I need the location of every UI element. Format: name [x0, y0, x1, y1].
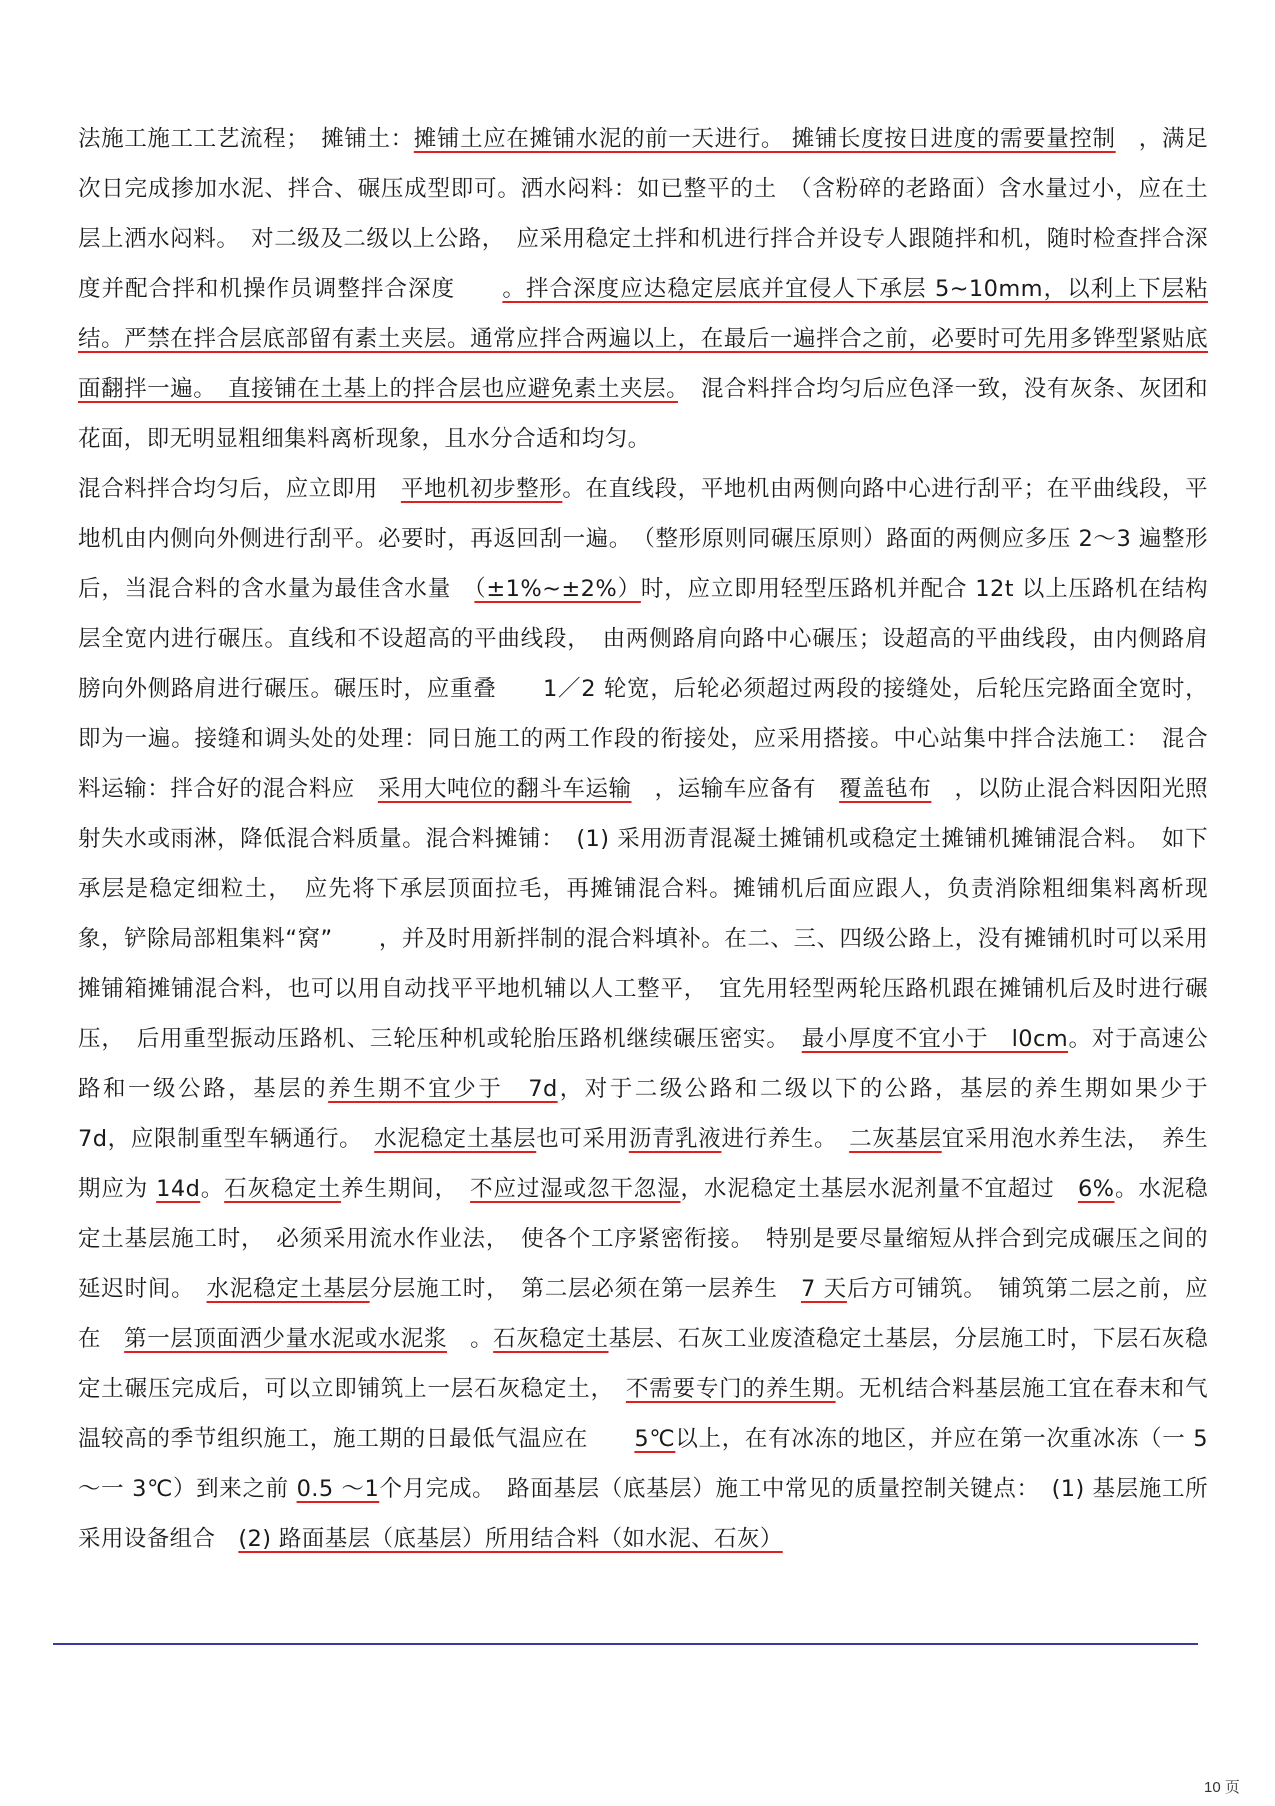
text-run: ，对于二级公路和二级以下的公路，基层的养生期如果少于 7d，应限制重型车辆通行。 — [78, 1076, 1254, 1152]
underlined-text: 水泥稳定土基层 — [374, 1126, 537, 1152]
text-run: 进行养生。 — [721, 1126, 850, 1152]
text-run: 。在直线段，平地机由两侧向路中心进行刮平；在平曲线段，平地机由内侧向外侧进行刮平。必要时，再返回刮一遍。 （整形原则同碾压原则）路面的两侧应多压 2～3 遍整形后，当混合料的含水量为最佳含水量 — [78, 476, 1208, 602]
underlined-text: 采用大吨位的翻斗车运输 — [377, 776, 632, 802]
underlined-text: 不应过湿或忽干忽湿 — [470, 1176, 681, 1202]
underlined-text: 14d — [156, 1176, 201, 1202]
underlined-text: 5℃ — [634, 1426, 676, 1452]
text-run: 混合料拌合均匀后，应立即用 — [78, 476, 401, 502]
text-run: ，满足次日完成掺加水泥、拌合、碾压成型即可。洒水闷料：如已整平的土 （含粉碎的老路面）含水量过小，应在土层上洒水闷料。 对二级及二级以上公路， 应采用稳定土拌和机进行拌合并设专人跟随拌和机，随时检查拌合深度并配合拌和机操作员调整拌合深度 — [78, 126, 1208, 302]
underlined-text: 沥青乳液 — [628, 1126, 722, 1152]
text-run: 个月完成。 路面基层（底基层）施工中常见的质量控制关键点： (1) 基层施工所采用设备组合 — [78, 1476, 1209, 1552]
body-text — [78, 114, 1254, 1564]
underlined-text: 石灰稳定土 — [224, 1176, 342, 1202]
text-run: 法施工施工工艺流程； 摊铺土： — [78, 126, 414, 152]
underlined-text: 。拌合深度应达稳定层底并宜侵人下承层 5~10mm，以利上下层粘结。严禁在拌合层底部留有素土夹层。通常应拌合两遍以上，在最后一遍拌合之前，必要时可先用多铧型紧贴底面翻拌一遍。 直接铺在土基上的拌合层也应避免素土夹层。 — [78, 276, 1208, 402]
text-run: 时，应立即用轻型压路机并配合 12t 以上压路机在结构层全宽内进行碾压。直线和不设超高的平曲线段， 由两侧路肩向路中心碾压；设超高的平曲线段，由内侧路肩膀向外侧路肩进行碾压。碾压时，应重叠 1／2 轮宽，后轮必须超过两段的接缝处，后轮压完路面全宽时，即为一遍。接缝和调头处的处理：同日施工的两工作段的衔接处，应采用搭接。中心站集中拌合法施工： 混合料运输：拌合好的混合料应 — [78, 576, 1208, 802]
footer-rule — [53, 1643, 1198, 1645]
underlined-text: 覆盖毡布 — [839, 776, 932, 802]
text-run: 混合料拌合均匀后应色泽一致，没有灰条、灰团和花面，即无明显粗细集料离析现象，且水分合适和均匀。 — [78, 376, 1208, 452]
text-run: 宜采用泡水养生法， 养生期应为 — [78, 1126, 1209, 1202]
underlined-text: 6% — [1077, 1176, 1115, 1202]
text-run: 后方可铺筑。 铺筑第二层之前，应在 — [78, 1276, 1209, 1352]
text-run: 养生期间， — [341, 1176, 471, 1202]
page-number: 10 页 — [1204, 1779, 1240, 1796]
text-run: 。无机结合料基层施工宜在春末和气温较高的季节组织施工，施工期的日最低气温应在 — [78, 1376, 1208, 1452]
underlined-text: 摊铺土应在摊铺水泥的前一天进行。 摊铺长度按日进度的需要量控制 — [413, 126, 1116, 152]
underlined-text: 平地机初步整形 — [400, 476, 563, 502]
underlined-text: (2) 路面基层（底基层）所用结合料（如水泥、石灰） — [238, 1526, 783, 1552]
text-run: 。水泥稳定土基层施工时， 必须采用流水作业法， 使各个工序紧密衔接。 特别是要尽量缩短从拌合到完成碾压之间的延迟时间。 — [78, 1176, 1208, 1302]
underlined-text: 水泥稳定土基层 — [206, 1276, 370, 1302]
underlined-text: 不需要专门的养生期 — [625, 1376, 836, 1402]
text-run: ，以防止混合料因阳光照射失水或雨淋，降低混合料质量。混合料摊铺： (1) 采用沥青混凝土摊铺机或稳定土摊铺机摊铺混合料。 如下承层是稳定细粒土， 应先将下承层顶面拉毛，再摊铺混合料。摊铺机后面应跟人，负责消除粗细集料离析现象，铲除局部粗集料“窝” ，并及时用新拌制的混合料填补。在二、三、四级公路上，没有摊铺机时可以采用摊铺箱摊铺混合料，也可以用自动找平平地机辅以人工整平， 宜先用轻型两轮压路机跟在摊铺机后及时进行碾压， 后用重型振动压路机、三轮压种机或轮胎压路机继续碾压密实。 — [78, 776, 1208, 1052]
underlined-text: 二灰基层 — [849, 1126, 942, 1152]
paragraph — [78, 114, 1208, 464]
text-run: ，水泥稳定土基层水泥剂量不宜超过 — [680, 1176, 1078, 1202]
text-run: 。对于高速公路和一级公路，基层的 — [78, 1026, 1208, 1102]
underlined-text: 最小厚度不宜小于 l0cm — [801, 1026, 1069, 1052]
underlined-text: 石灰稳定土 — [493, 1326, 609, 1352]
paragraph — [78, 464, 1254, 1564]
text-run: 也可采用 — [536, 1126, 629, 1152]
underlined-text: 第一层顶面洒少量水泥或水泥浆 — [124, 1326, 448, 1352]
text-run: ，运输车应备有 — [631, 776, 840, 802]
underlined-text: 0.5 ～1 — [296, 1476, 380, 1502]
underlined-text: 7 天 — [800, 1276, 847, 1302]
text-run: 基层、石灰工业废渣稳定土基层，分层施工时，下层石灰稳定土碾压完成后，可以立即铺筑上一层石灰稳定土， — [78, 1326, 1208, 1402]
text-run: 分层施工时， 第二层必须在第一层养生 — [369, 1276, 801, 1302]
underlined-text: 养生期不宜少于 7d — [328, 1076, 558, 1102]
text-run: 。 — [200, 1176, 225, 1202]
text-run: 以上，在有冰冻的地区，并应在第一次重冰冻（一 5～一 3℃）到来之前 — [78, 1426, 1208, 1502]
underlined-text: （±1%~±2%） — [474, 576, 641, 602]
text-run: 。 — [447, 1326, 494, 1352]
